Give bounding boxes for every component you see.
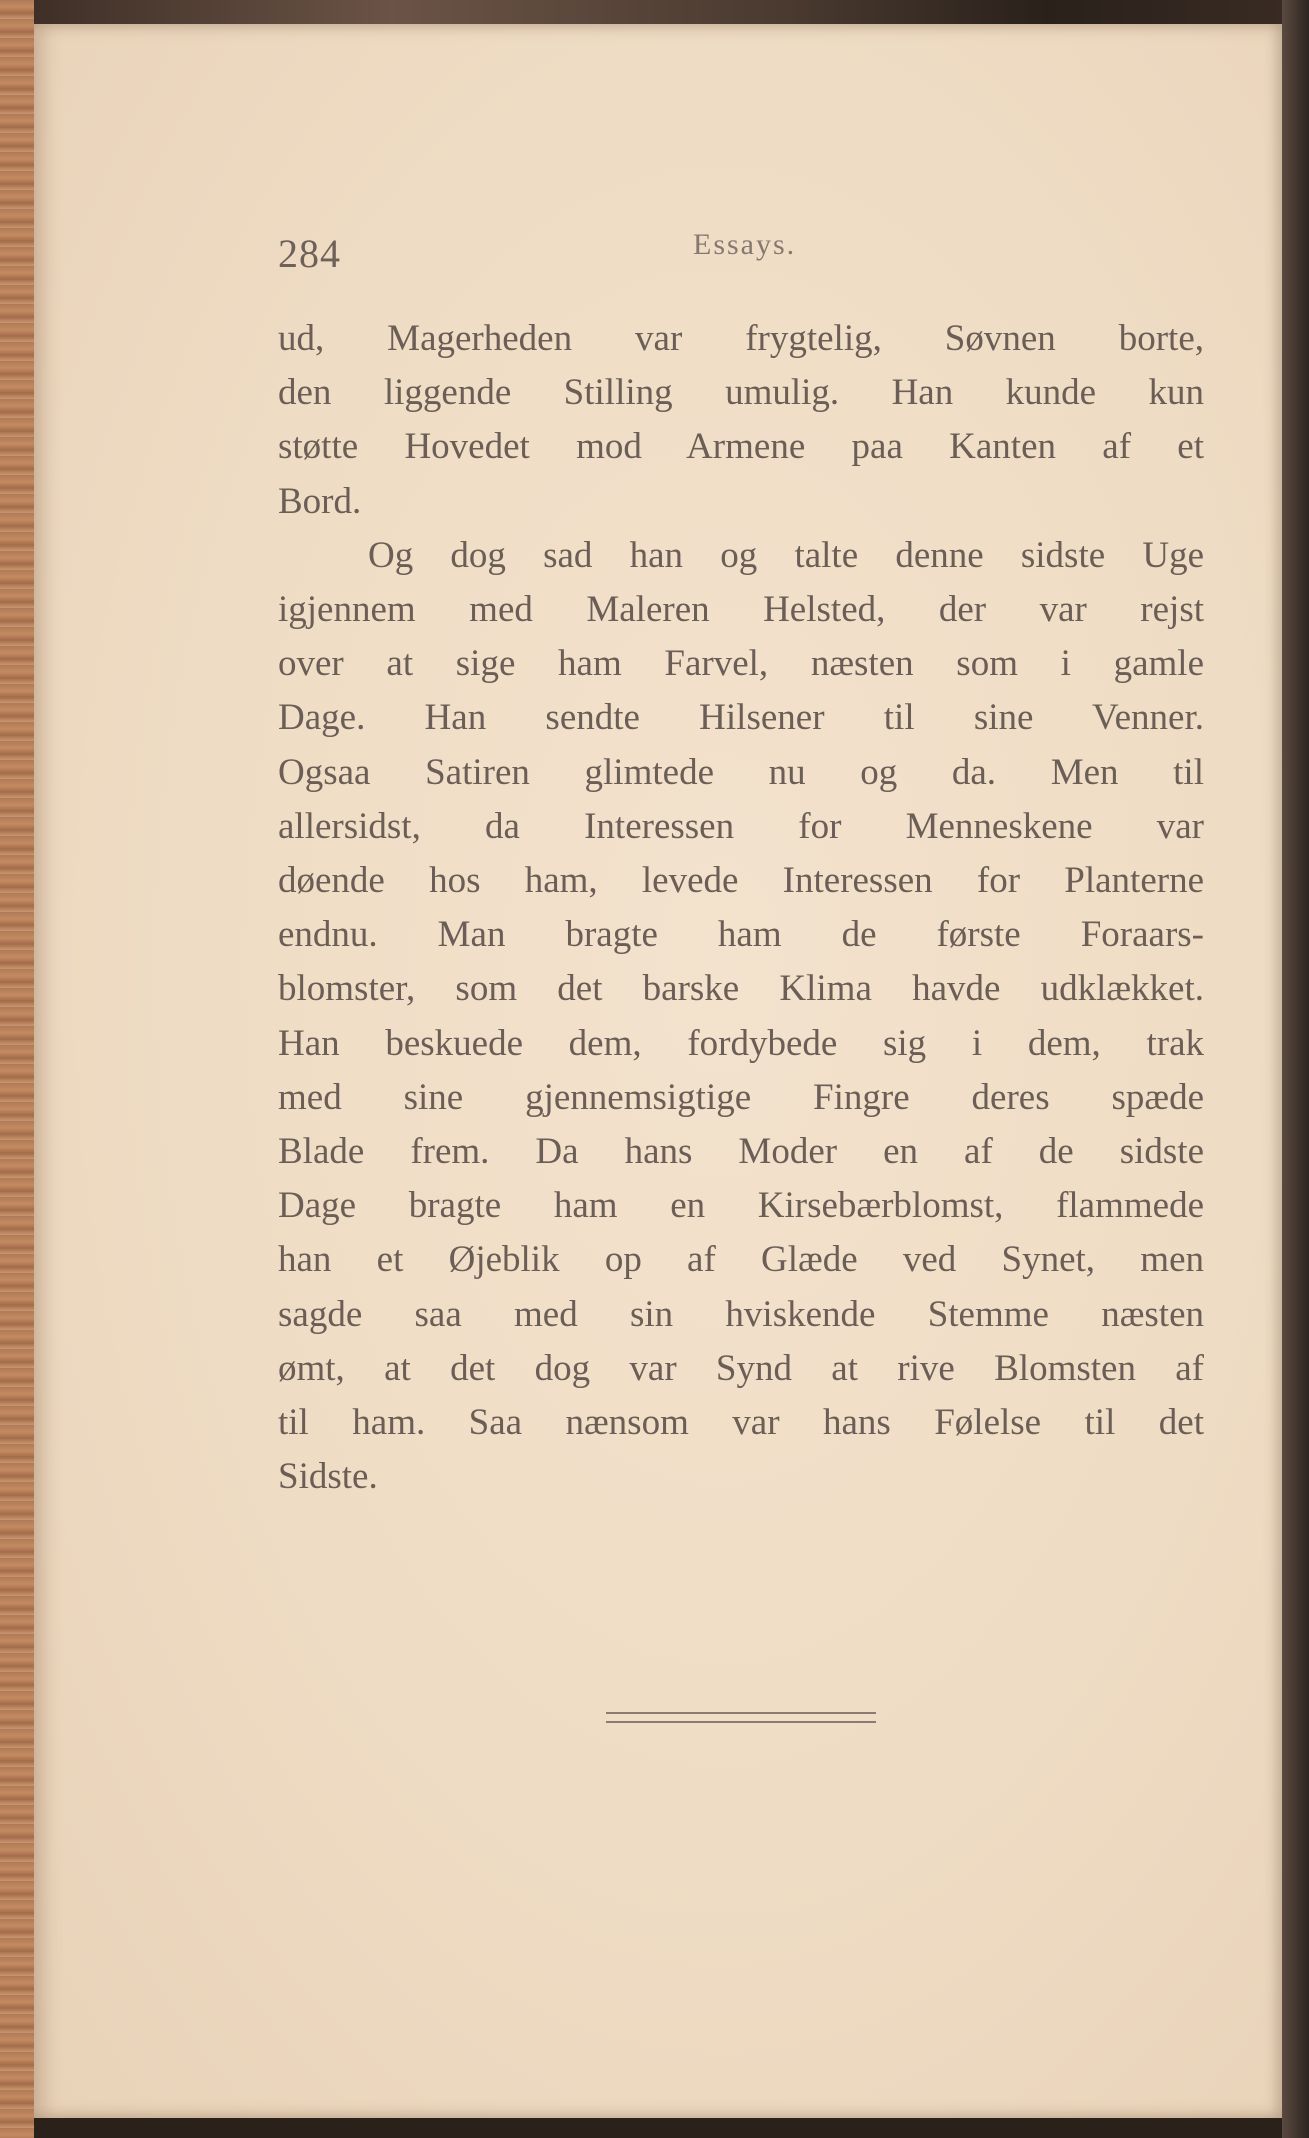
- text-line: sagde saa med sin hviskende Stemme næsten: [278, 1293, 1204, 1335]
- page-number: 284: [278, 231, 341, 276]
- text-line: Blade frem. Da hans Moder en af de sidste: [278, 1131, 1204, 1173]
- text-line: Sidste.: [278, 1456, 378, 1498]
- end-double-rule: [606, 1712, 876, 1723]
- text-line: Bord.: [278, 480, 362, 522]
- text-line: til ham. Saa nænsom var hans Følelse til det: [278, 1402, 1204, 1444]
- text-line: Dage. Han sendte Hilsener til sine Venner.: [278, 697, 1204, 739]
- text-line: Og dog sad han og talte denne sidste Uge: [368, 534, 1204, 576]
- text-line: allersidst, da Interessen for Menneskene var: [278, 805, 1204, 847]
- running-head: Essays.: [693, 228, 797, 261]
- page-header: [278, 218, 1204, 278]
- text-line: den liggende Stilling umulig. Han kunde kun: [278, 372, 1204, 414]
- text-line: Dage bragte ham en Kirsebærblomst, flammede: [278, 1185, 1204, 1227]
- text-line: blomster, som det barske Klima havde udklækket.: [278, 968, 1204, 1010]
- text-line: døende hos ham, levede Interessen for Planterne: [278, 860, 1204, 902]
- text-line: Ogsaa Satiren glimtede nu og da. Men til: [278, 751, 1204, 793]
- book-top-edge: [0, 0, 1309, 26]
- text-line: igjennem med Maleren Helsted, der var rejst: [278, 589, 1204, 631]
- text-line: han et Øjeblik op af Glæde ved Synet, men: [278, 1239, 1204, 1281]
- text-line: støtte Hovedet mod Armene paa Kanten af et: [278, 426, 1204, 468]
- text-line: Han beskuede dem, fordybede sig i dem, trak: [278, 1022, 1204, 1064]
- text-line: ømt, at det dog var Synd at rive Blomsten af: [278, 1347, 1204, 1389]
- text-line: endnu. Man bragte ham de første Foraars-: [278, 914, 1204, 956]
- text-line: ud, Magerheden var frygtelig, Søvnen borte,: [278, 318, 1204, 359]
- text-line: med sine gjennemsigtige Fingre deres spæde: [278, 1076, 1204, 1118]
- body-text: [278, 312, 1204, 1504]
- book-spine-edge: [0, 0, 34, 2138]
- scan-background-strip: [1282, 0, 1309, 2138]
- text-line: over at sige ham Farvel, næsten som i gamle: [278, 643, 1204, 685]
